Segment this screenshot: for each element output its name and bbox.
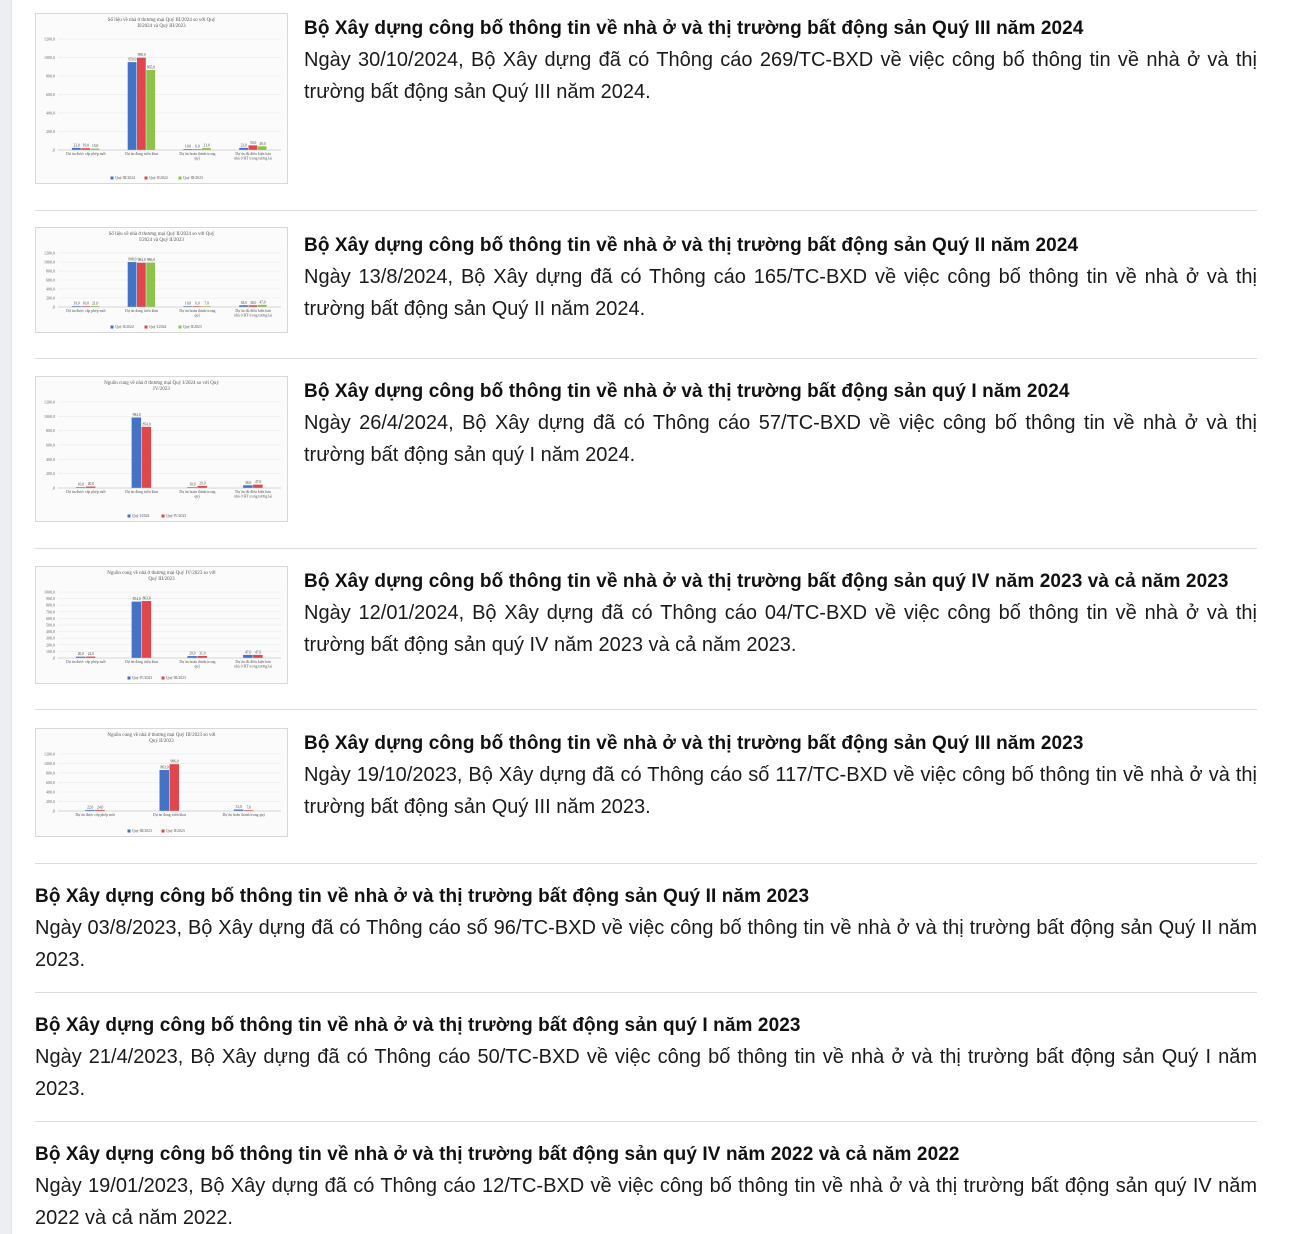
news-title[interactable]: Bộ Xây dựng công bố thông tin về nhà ở và thị trường bất động sản Quý III năm 2023 xyxy=(304,733,1084,754)
chart-bar xyxy=(197,656,207,658)
legend-swatch xyxy=(111,326,114,329)
y-tick-label: 600,0 xyxy=(46,92,55,97)
x-tick-label: Dự án đang triển khai xyxy=(125,490,159,494)
chart-svg xyxy=(36,228,287,332)
y-tick-label: 600,0 xyxy=(46,277,55,283)
news-thumbnail-chart[interactable] xyxy=(35,728,288,837)
chart-title: Nguồn cung về nhà ở thương mại Quý IV/2023 so với xyxy=(107,571,216,576)
x-tick-label: Dự án được cấp phép mới xyxy=(66,660,106,664)
data-label: 10,0 xyxy=(82,301,90,306)
data-label: 7,0 xyxy=(204,301,209,306)
legend-swatch xyxy=(179,177,182,180)
y-tick-label: 400,0 xyxy=(46,789,55,795)
data-label: 984,0 xyxy=(132,412,141,417)
data-label: 47,0 xyxy=(244,650,252,655)
y-tick-label: 200,0 xyxy=(46,129,55,134)
x-tick-label: Dự án đang triển khai xyxy=(152,813,187,817)
y-tick-label: 400,0 xyxy=(46,456,55,462)
news-summary: Ngày 26/4/2024, Bộ Xây dựng đã có Thông cáo 57/TC-BXD về việc công bố thông tin về nhà ở và thị trường bất động sản quý I năm 2024. xyxy=(304,412,1257,466)
chart-svg xyxy=(36,729,287,836)
y-tick-label: 800,0 xyxy=(46,73,55,79)
data-label: 23,0 xyxy=(240,143,247,148)
legend-label: Quý I/2024 xyxy=(132,514,150,518)
x-tick-label: Dự án đủ điều kiện bán xyxy=(235,660,271,664)
news-title[interactable]: Bộ Xây dựng công bố thông tin về nhà ở và thị trường bất động sản quý IV năm 2022 và cả năm 2022 xyxy=(35,1144,960,1165)
news-thumbnail-chart[interactable] xyxy=(35,376,288,522)
data-label: 22,0 xyxy=(87,805,94,810)
news-item[interactable] xyxy=(35,359,1257,549)
news-list xyxy=(35,0,1257,1234)
data-label: 47,0 xyxy=(259,300,266,305)
data-label: 47,0 xyxy=(254,480,262,485)
chart-title: Nguồn cung về nhà ở thương mại Quý III/2023 so với xyxy=(107,733,216,738)
y-tick-label: 400,0 xyxy=(46,286,55,292)
chart-title: Số liệu về nhà ở thương mại Quý II/2024 so với Quý xyxy=(108,232,215,237)
y-tick-label: 600,0 xyxy=(46,442,55,448)
chart-bar xyxy=(137,263,146,307)
x-tick-label: nhà ở HT trong tương lai xyxy=(234,664,273,669)
news-summary: Ngày 12/01/2024, Bộ Xây dựng đã có Thông cáo 04/TC-BXD về việc công bố thông tin về nhà ở và thị trường bất động sản quý IV năm 2023 và cả năm 2023. xyxy=(304,602,1257,656)
data-label: 854,0 xyxy=(142,422,151,427)
page-left-edge xyxy=(0,0,12,1234)
y-tick-label: 300,0 xyxy=(46,635,55,641)
chart-bar xyxy=(258,146,267,150)
chart-bar xyxy=(146,70,155,150)
data-label: 50,0 xyxy=(249,140,257,145)
data-label: 950,0 xyxy=(128,57,137,62)
chart-bar xyxy=(128,262,137,307)
news-title[interactable]: Bộ Xây dựng công bố thông tin về nhà ở và thị trường bất động sản Quý II năm 2023 xyxy=(35,886,810,907)
news-thumbnail-chart[interactable] xyxy=(35,566,288,684)
data-label: 20,0 xyxy=(87,482,95,487)
data-label: 863,0 xyxy=(142,596,151,601)
data-label: 10,0 xyxy=(184,144,192,149)
chart-svg xyxy=(36,567,287,683)
y-tick-label: 500,0 xyxy=(46,622,55,628)
y-tick-label: 1000,0 xyxy=(44,413,55,419)
data-label: 38,0 xyxy=(244,480,252,485)
data-label: 6,0 xyxy=(195,144,200,149)
legend-swatch xyxy=(179,326,182,329)
chart-svg xyxy=(36,14,287,183)
data-label: 31,0 xyxy=(235,805,242,810)
data-label: 21,0 xyxy=(92,301,99,306)
y-tick-label: 200,0 xyxy=(46,799,55,804)
data-label: 21,0 xyxy=(203,143,210,148)
news-item[interactable] xyxy=(35,1122,1257,1234)
x-tick-label: quý xyxy=(194,664,201,669)
news-summary: Ngày 19/10/2023, Bộ Xây dựng đã có Thông cáo số 117/TC-BXD về việc công bố thông tin về nhà ở và thị trường bất động sản Quý III năm 2023. xyxy=(304,764,1257,818)
y-tick-label: 200,0 xyxy=(46,642,55,648)
x-tick-label: Dự án đủ điều kiện bán xyxy=(235,309,271,313)
y-tick-label: 900,0 xyxy=(46,596,55,602)
data-label: 19,0 xyxy=(82,143,90,148)
data-label: 6,0 xyxy=(195,301,200,306)
legend-label: Quý III/2023 xyxy=(132,829,152,833)
chart-bar xyxy=(239,148,248,150)
chart-title: Quý II/2023 xyxy=(149,739,174,744)
news-summary: Ngày 30/10/2024, Bộ Xây dựng đã có Thông cáo 269/TC-BXD về việc công bố thông tin về nhà ở và thị trường bất động sản Quý III năm 2024. xyxy=(304,49,1257,103)
x-tick-label: quý xyxy=(194,313,201,318)
y-tick-label: 1000,0 xyxy=(44,259,55,265)
news-summary: Ngày 19/01/2023, Bộ Xây dựng đã có Thông cáo 12/TC-BXD về việc công bố thông tin về nhà ở và thị trường bất động sản quý IV năm 2022 và cả năm 2022. xyxy=(35,1175,1257,1229)
legend-label: Quý III/2023 xyxy=(183,176,203,180)
legend-swatch xyxy=(128,677,131,680)
y-tick-label: 800,0 xyxy=(46,428,55,434)
data-label: 20,0 xyxy=(77,652,85,657)
chart-svg xyxy=(36,377,287,521)
data-label: 22,0 xyxy=(87,652,95,657)
data-label: 986,0 xyxy=(146,258,155,263)
chart-bar xyxy=(146,263,155,307)
chart-bar xyxy=(170,764,180,811)
data-label: 986,0 xyxy=(170,759,179,764)
news-item[interactable] xyxy=(35,0,1257,211)
chart-title: IV/2023 xyxy=(153,387,170,392)
news-item[interactable] xyxy=(35,710,1257,864)
x-tick-label: nhà ở HT trong tương lai xyxy=(234,494,273,499)
data-label: 31,0 xyxy=(199,651,206,656)
news-item[interactable] xyxy=(35,993,1257,1122)
news-title[interactable]: Bộ Xây dựng công bố thông tin về nhà ở và thị trường bất động sản quý IV năm 2023 và cả năm 2023 xyxy=(304,571,1229,592)
legend-swatch xyxy=(128,830,131,833)
x-tick-label: Dự án được cấp phép mới xyxy=(66,490,106,494)
x-tick-label: Dự án được cấp phép mới xyxy=(75,813,115,817)
x-tick-label: Dự án đủ điều kiện bán xyxy=(235,152,271,156)
legend-swatch xyxy=(145,177,148,180)
data-label: 40,0 xyxy=(259,141,266,146)
x-tick-label: Dự án hoàn thành trong xyxy=(179,309,216,313)
chart-bar xyxy=(253,485,263,488)
data-label: 10,0 xyxy=(77,482,85,487)
chart-bar xyxy=(248,145,257,150)
data-label: 23,0 xyxy=(73,143,80,148)
y-tick-label: ,0 xyxy=(52,304,55,310)
data-label: 10,0 xyxy=(189,482,196,487)
chart-title: I/2024 và Quý II/2023 xyxy=(139,238,184,243)
data-label: 998,0 xyxy=(128,257,137,262)
news-item[interactable] xyxy=(35,211,1257,359)
y-tick-label: ,0 xyxy=(52,655,55,661)
data-label: 47,0 xyxy=(254,650,262,655)
legend-swatch xyxy=(162,830,165,833)
x-tick-label: nhà ở HT trong tương lai xyxy=(234,313,273,318)
data-label: 865,0 xyxy=(146,65,155,70)
data-label: 863,0 xyxy=(160,765,169,770)
news-thumbnail-chart[interactable] xyxy=(35,13,288,184)
legend-label: Quý II/2023 xyxy=(183,325,202,329)
x-tick-label: Dự án được cấp phép mới xyxy=(66,152,106,156)
x-tick-label: Dự án hoàn thành trong quý xyxy=(222,813,266,817)
data-label: 10,0 xyxy=(184,301,192,306)
x-tick-label: Dự án đang triển khai xyxy=(125,309,159,313)
x-tick-label: quý xyxy=(194,156,201,161)
x-tick-label: Dự án hoàn thành trong xyxy=(179,490,216,494)
legend-label: Quý II/2024 xyxy=(149,176,168,180)
chart-background xyxy=(36,377,287,521)
chart-bar xyxy=(128,62,137,150)
x-tick-label: Dự án đang triển khai xyxy=(125,660,159,664)
x-tick-label: Dự án đang triển khai xyxy=(125,152,159,156)
y-tick-label: 1000,0 xyxy=(44,761,55,766)
chart-title: Nguồn cung về nhà ở thương mại Quý I/2024 so với Quý xyxy=(104,381,219,386)
legend-swatch xyxy=(128,515,131,518)
chart-bar xyxy=(142,427,152,488)
chart-bar xyxy=(253,655,263,658)
y-tick-label: 200,0 xyxy=(46,471,55,477)
chart-bar xyxy=(197,486,207,488)
y-tick-label: 800,0 xyxy=(46,268,55,274)
y-tick-label: 400,0 xyxy=(46,110,55,116)
y-tick-label: 800,0 xyxy=(46,770,55,776)
news-title[interactable]: Bộ Xây dựng công bố thông tin về nhà ở và thị trường bất động sản quý I năm 2024 xyxy=(304,381,1070,402)
y-tick-label: 100,0 xyxy=(46,648,55,654)
chart-bar xyxy=(137,58,146,150)
news-title[interactable]: Bộ Xây dựng công bố thông tin về nhà ở và thị trường bất động sản quý I năm 2023 xyxy=(35,1015,801,1036)
legend-swatch xyxy=(145,326,148,329)
news-item[interactable] xyxy=(35,864,1257,993)
legend-label: Quý IV/2023 xyxy=(132,676,153,680)
news-summary: Ngày 03/8/2023, Bộ Xây dựng đã có Thông cáo số 96/TC-BXD về việc công bố thông tin về nhà ở và thị trường bất động sản Quý II năm 2023. xyxy=(35,917,1257,971)
legend-label: Quý III/2024 xyxy=(115,176,135,180)
data-label: 854,0 xyxy=(132,597,141,602)
data-label: 38,0 xyxy=(240,300,247,305)
legend-swatch xyxy=(111,177,114,180)
y-tick-label: 1000,0 xyxy=(44,55,55,60)
legend-label: Quý III/2023 xyxy=(166,676,186,680)
y-tick-label: 600,0 xyxy=(46,780,55,785)
data-label: 15,0 xyxy=(92,144,99,149)
chart-title: Số liệu về nhà ở thương mại Quý III/2024 so với Quý xyxy=(107,18,216,23)
legend-label: Quý IV/2023 xyxy=(166,514,187,518)
data-label: 29,0 xyxy=(189,651,196,656)
news-thumbnail-chart[interactable] xyxy=(35,227,288,333)
y-tick-label: 1000,0 xyxy=(44,589,55,595)
x-tick-label: Dự án hoàn thành trong xyxy=(179,152,216,156)
y-tick-label: 400,0 xyxy=(46,629,55,635)
news-title[interactable]: Bộ Xây dựng công bố thông tin về nhà ở và thị trường bất động sản Quý III năm 2024 xyxy=(304,18,1084,39)
chart-bar xyxy=(243,655,253,658)
y-tick-label: ,0 xyxy=(52,485,55,491)
data-label: 19,0 xyxy=(73,301,80,306)
news-summary: Ngày 13/8/2024, Bộ Xây dựng đã có Thông cáo 165/TC-BXD về việc công bố thông tin về nhà ở và thị trường bất động sản Quý II năm 2024. xyxy=(304,266,1257,320)
chart-title: II/2024 và Quý III/2023 xyxy=(137,24,186,29)
y-tick-label: 1200,0 xyxy=(44,250,55,256)
y-tick-label: ,0 xyxy=(52,147,55,153)
data-label: 24,0 xyxy=(97,805,104,810)
data-label: 38,0 xyxy=(249,300,257,305)
legend-label: Quý II/2023 xyxy=(166,829,185,833)
legend-swatch xyxy=(162,677,165,680)
x-tick-label: nhà ở HT trong tương lai xyxy=(234,156,273,161)
y-tick-label: 700,0 xyxy=(46,609,55,615)
y-tick-label: 1200,0 xyxy=(44,751,55,757)
y-tick-label: ,0 xyxy=(52,808,55,814)
chart-bar xyxy=(243,485,253,488)
news-title[interactable]: Bộ Xây dựng công bố thông tin về nhà ở và thị trường bất động sản Quý II năm 2024 xyxy=(304,235,1079,256)
data-label: 29,0 xyxy=(199,481,206,486)
legend-swatch xyxy=(162,515,165,518)
chart-bar xyxy=(132,417,142,488)
y-tick-label: 800,0 xyxy=(46,602,55,608)
chart-bar xyxy=(72,148,81,150)
data-label: 984,0 xyxy=(137,258,146,263)
chart-bar xyxy=(132,602,142,658)
chart-title: Quý III/2023 xyxy=(148,577,175,582)
news-item[interactable] xyxy=(35,549,1257,710)
y-tick-label: 1200,0 xyxy=(44,399,55,405)
x-tick-label: quý xyxy=(194,494,201,499)
y-tick-label: 200,0 xyxy=(46,295,55,301)
x-tick-label: Dự án được cấp phép mới xyxy=(66,309,106,313)
y-tick-label: 600,0 xyxy=(46,615,55,621)
legend-label: Quý I/2024 xyxy=(149,325,167,329)
data-label: 998,0 xyxy=(137,53,146,58)
chart-bar xyxy=(160,770,170,811)
chart-bar xyxy=(142,601,152,658)
news-summary: Ngày 21/4/2023, Bộ Xây dựng đã có Thông cáo 50/TC-BXD về việc công bố thông tin về nhà ở và thị trường bất động sản Quý I năm 2023. xyxy=(35,1046,1257,1100)
legend-label: Quý II/2024 xyxy=(115,325,134,329)
x-tick-label: Dự án hoàn thành trong xyxy=(179,660,216,664)
y-tick-label: 1200,0 xyxy=(44,36,55,42)
data-label: 7,0 xyxy=(246,805,252,810)
x-tick-label: Dự án đủ điều kiện bán xyxy=(235,490,271,494)
chart-bar xyxy=(258,305,267,307)
